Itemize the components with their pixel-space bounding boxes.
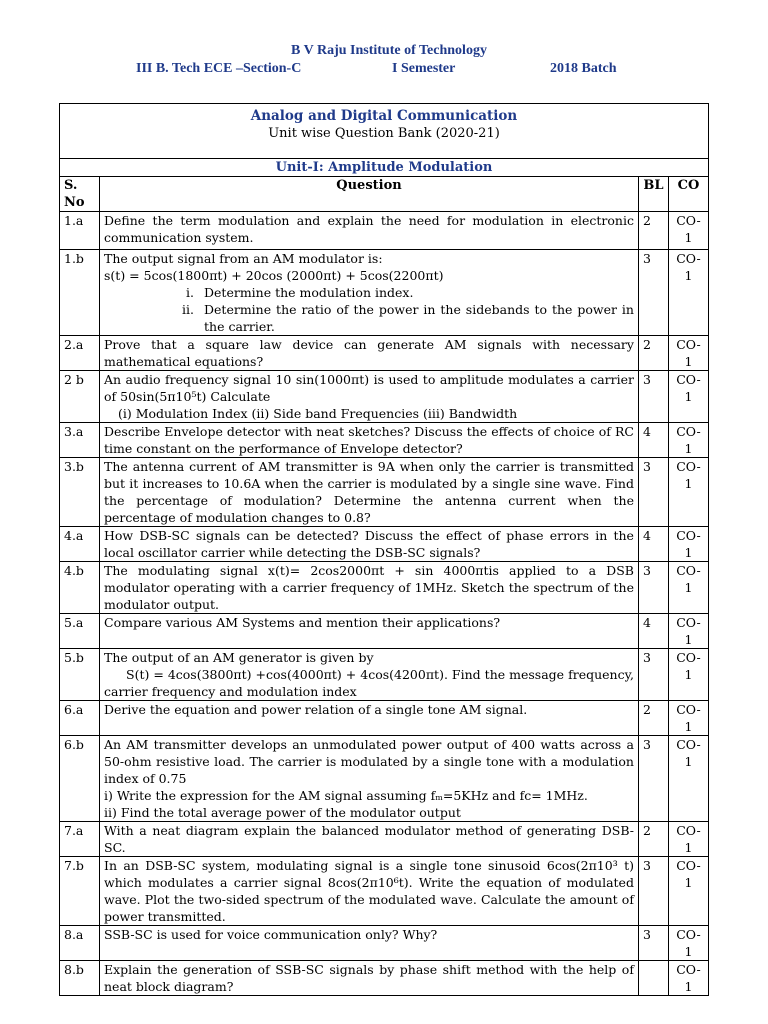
row-bl: 3: [638, 649, 668, 701]
row-co: CO-1: [668, 562, 708, 614]
row-sno: 8.a: [60, 926, 100, 961]
question-line: Prove that a square law device can generate AM signals with necessary mathematical equations?: [104, 337, 634, 369]
row-sno: 6.a: [60, 701, 100, 736]
row-co: CO-1: [668, 212, 708, 250]
row-co: CO-1: [668, 736, 708, 822]
row-co: CO-1: [668, 250, 708, 336]
row-sno: 3.a: [60, 423, 100, 458]
row-sno: 2.a: [60, 336, 100, 371]
table-row: [60, 250, 709, 336]
question-line: An AM transmitter develops an unmodulated power output of 400 watts across a 50-ohm resistive load. The carrier is modulated by a single tone with a modulation index of 0.75: [104, 737, 634, 786]
institute-name: B V Raju Institute of Technology: [291, 43, 487, 58]
row-sno: 7.b: [60, 857, 100, 926]
table-row: [60, 649, 709, 701]
question-line: The output of an AM generator is given by: [104, 650, 374, 665]
row-bl: 4: [638, 527, 668, 562]
row-sno: 2 b: [60, 371, 100, 423]
row-sno: 1.b: [60, 250, 100, 336]
table-row: [60, 212, 709, 250]
row-question: [100, 562, 639, 614]
row-bl: 3: [638, 562, 668, 614]
row-bl: 3: [638, 371, 668, 423]
row-bl: 4: [638, 423, 668, 458]
row-question: [100, 423, 639, 458]
question-bank-table: [59, 103, 709, 996]
row-co: CO-1: [668, 527, 708, 562]
row-sno: 4.a: [60, 527, 100, 562]
row-co: CO-1: [668, 961, 708, 996]
sub-question: [104, 284, 634, 301]
row-question: [100, 701, 639, 736]
table-row: [60, 701, 709, 736]
sub-question-text: Determine the modulation index.: [204, 285, 414, 300]
row-sno: 5.a: [60, 614, 100, 649]
question-line: Explain the generation of SSB-SC signals by phase shift method with the help of neat block diagram?: [104, 962, 634, 994]
unit-row: [60, 159, 709, 177]
batch-label: 2018 Batch: [550, 61, 617, 76]
row-sno: 5.b: [60, 649, 100, 701]
col-header-bl: BL: [638, 177, 668, 212]
row-co: CO-1: [668, 371, 708, 423]
row-question: [100, 649, 639, 701]
row-bl: 2: [638, 822, 668, 857]
question-line: Describe Envelope detector with neat sketches? Discuss the effects of choice of RC time constant on the performance of Envelope detector?: [104, 424, 634, 456]
row-sno: 6.b: [60, 736, 100, 822]
question-line: In an DSB-SC system, modulating signal is a single tone sinusoid 6cos(2π10³ t) which modulates a carrier signal 8cos(2π10⁶t). Write the equation of modulated wave. Plot the two-sided spectrum of the modulated wave. Calculate the amount of power transmitted.: [104, 858, 634, 924]
row-bl: 3: [638, 857, 668, 926]
table-row: [60, 857, 709, 926]
question-line: The modulating signal x(t)= 2cos2000πt + sin 4000πtis applied to a DSB modulator operating with a carrier frequency of 1MHz. Sketch the spectrum of the modulator output.: [104, 563, 634, 612]
question-bank-subtitle: Unit wise Question Bank (2020-21): [268, 126, 500, 141]
row-sno: 7.a: [60, 822, 100, 857]
question-line: ii) Find the total average power of the modulator output: [104, 805, 461, 820]
row-question: [100, 614, 639, 649]
col-header-co: CO: [668, 177, 708, 212]
table-row: [60, 371, 709, 423]
row-bl: 4: [638, 614, 668, 649]
row-co: CO-1: [668, 701, 708, 736]
table-row: [60, 336, 709, 371]
row-sno: 8.b: [60, 961, 100, 996]
question-line: i) Write the expression for the AM signal assuming fₘ=5KHz and fc= 1MHz.: [104, 788, 588, 803]
row-co: CO-1: [668, 336, 708, 371]
row-question: [100, 926, 639, 961]
row-question: [100, 336, 639, 371]
question-line: An audio frequency signal 10 sin(1000πt) is used to amplitude modulates a carrier of 50sin(5π10⁵t) Calculate: [104, 372, 634, 404]
row-question: [100, 458, 639, 527]
table-title-row: [60, 104, 709, 159]
question-line: How DSB-SC signals can be detected? Discuss the effect of phase errors in the local oscillator carrier while detecting the DSB-SC signals?: [104, 528, 634, 560]
question-line: Derive the equation and power relation of a single tone AM signal.: [104, 702, 528, 717]
row-co: CO-1: [668, 926, 708, 961]
row-bl: 3: [638, 250, 668, 336]
row-bl: 2: [638, 212, 668, 250]
sub-question: [104, 301, 634, 335]
table-title-cell: [60, 104, 709, 159]
column-header-row: [60, 177, 709, 212]
question-line: s(t) = 5cos(1800πt) + 20cos (2000πt) + 5cos(2200πt): [104, 268, 444, 283]
question-line: (i) Modulation Index (ii) Side band Frequencies (iii) Bandwidth: [118, 406, 518, 421]
row-question: [100, 961, 639, 996]
question-line: Compare various AM Systems and mention their applications?: [104, 615, 501, 630]
row-co: CO-1: [668, 458, 708, 527]
row-co: CO-1: [668, 857, 708, 926]
row-bl: 3: [638, 736, 668, 822]
row-question: [100, 371, 639, 423]
row-co: CO-1: [668, 822, 708, 857]
row-co: CO-1: [668, 649, 708, 701]
row-question: [100, 250, 639, 336]
row-question: [100, 857, 639, 926]
table-row: [60, 527, 709, 562]
subject-title: Analog and Digital Communication: [250, 108, 518, 124]
row-bl: 2: [638, 336, 668, 371]
table-row: [60, 423, 709, 458]
row-bl: 2: [638, 701, 668, 736]
question-line: The antenna current of AM transmitter is 9A when only the carrier is transmitted but it increases to 10.6A when the carrier is modulated by a single sine wave. Find the percentage of modulation? Determine the antenna current when the percentage of modulation changes to 0.8?: [104, 459, 634, 525]
row-sno: 1.a: [60, 212, 100, 250]
unit-title: Unit-I: Amplitude Modulation: [60, 159, 709, 177]
col-header-sno: S. No: [60, 177, 100, 212]
question-line: S(t) = 4cos(3800πt) +cos(4000πt) + 4cos(4200πt). Find the message frequency, carrier frequency and modulation index: [104, 667, 634, 699]
sub-question-number: ii.: [182, 302, 194, 317]
sub-question-number: i.: [186, 285, 194, 300]
question-line: Define the term modulation and explain the need for modulation in electronic communication system.: [104, 213, 634, 245]
table-row: [60, 822, 709, 857]
row-question: [100, 212, 639, 250]
col-header-question: Question: [100, 177, 639, 212]
row-question: [100, 527, 639, 562]
table-row: [60, 926, 709, 961]
row-sno: 4.b: [60, 562, 100, 614]
table-row: [60, 736, 709, 822]
table-row: [60, 458, 709, 527]
row-co: CO-1: [668, 614, 708, 649]
row-bl: 3: [638, 458, 668, 527]
question-line: The output signal from an AM modulator is:: [104, 251, 383, 266]
question-line: SSB-SC is used for voice communication only? Why?: [104, 927, 438, 942]
row-question: [100, 736, 639, 822]
row-bl: [638, 961, 668, 996]
question-line: With a neat diagram explain the balanced modulator method of generating DSB-SC.: [104, 823, 634, 855]
row-co: CO-1: [668, 423, 708, 458]
row-bl: 3: [638, 926, 668, 961]
table-row: [60, 614, 709, 649]
row-sno: 3.b: [60, 458, 100, 527]
semester-label: I Semester: [392, 61, 456, 76]
table-row: [60, 961, 709, 996]
table-row: [60, 562, 709, 614]
course-label: III B. Tech ECE –Section-C: [136, 61, 302, 76]
row-question: [100, 822, 639, 857]
sub-question-text: Determine the ratio of the power in the sidebands to the power in the carrier.: [204, 302, 634, 334]
